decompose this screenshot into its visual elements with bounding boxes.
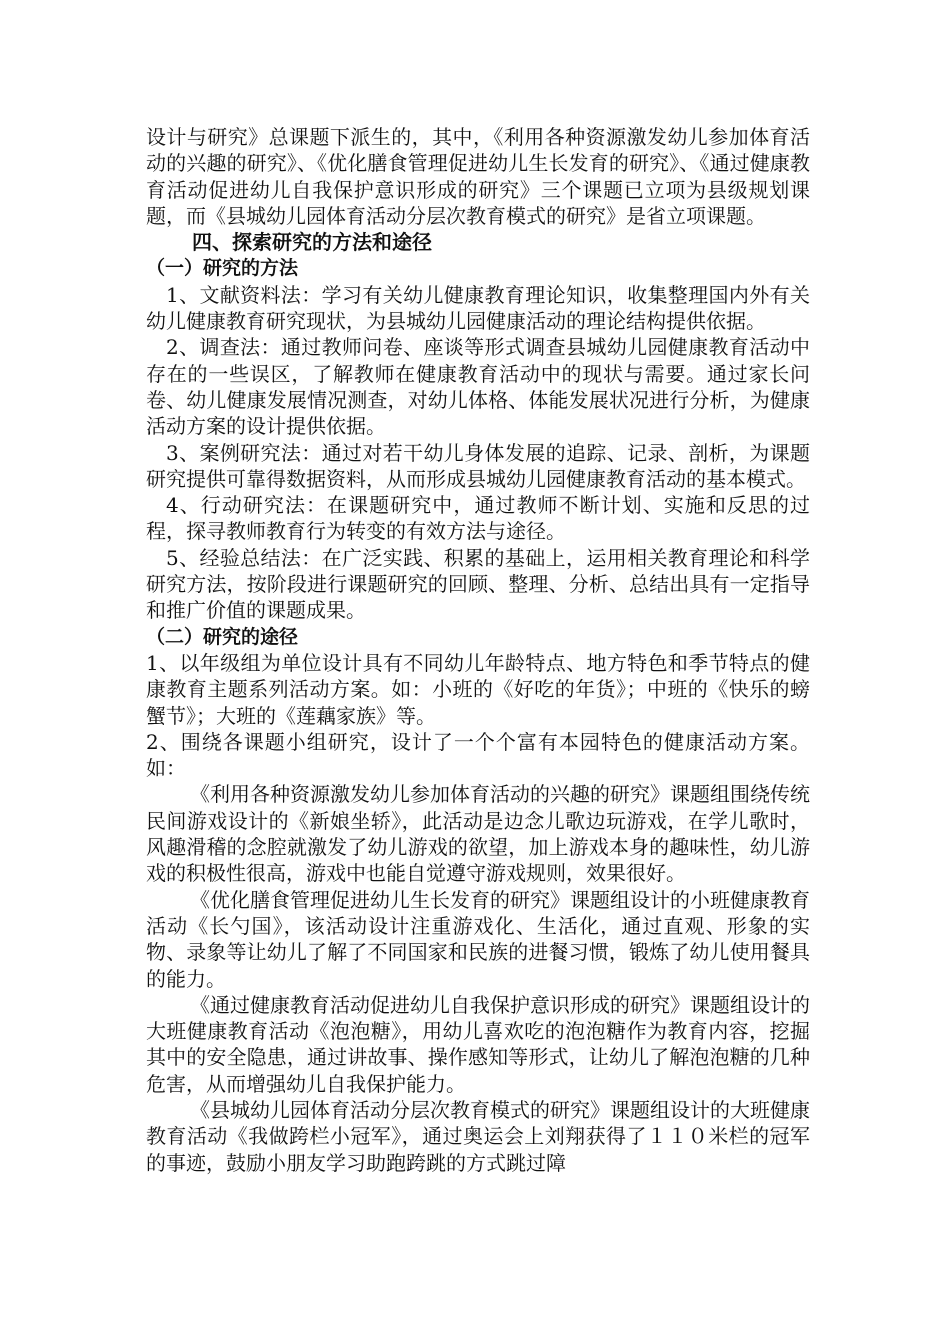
paragraph-example-self-protection: 《通过健康教育活动促进幼儿自我保护意识形成的研究》课题组设计的大班健康教育活动《泡泡糖》，用幼儿喜欢吃的泡泡糖作为教育内容，挖掘其中的安全隐患，通过讲故事、操作感知等形式，让幼儿了解泡泡糖的几种危害，从而增强幼儿自我保护能力。 (146, 992, 810, 1096)
paragraph-method-case-study: 3、案例研究法：通过对若干幼儿身体发展的追踪、记录、剖析，为课题研究提供可靠得数据资料，从而形成县城幼儿园健康教育活动的基本模式。 (146, 440, 810, 491)
paragraph-method-survey: 2、调查法：通过教师问卷、座谈等形式调查县城幼儿园健康教育活动中存在的一些误区，了解教师在健康教育活动中的现状与需要。通过家长问卷、幼儿健康发展情况测查，对幼儿体格、体能发展状况进行分析，为健康活动方案的设计提供依据。 (146, 335, 810, 439)
paragraph-method-literature: 1、文献资料法：学习有关幼儿健康教育理论知识，收集整理国内外有关幼儿健康教育研究现状，为县城幼儿园健康活动的理论结构提供依据。 (146, 282, 810, 334)
paragraph-path-grade-groups: 1、以年级组为单位设计具有不同幼儿年龄特点、地方特色和季节特点的健康教育主题系列活动方案。如：小班的《好吃的年货》；中班的《快乐的螃蟹节》；大班的《莲藕家族》等。 (146, 650, 810, 728)
paragraph-example-diet: 《优化膳食管理促进幼儿生长发育的研究》课题组设计的小班健康教育活动《长勺国》，该活动设计注重游戏化、生活化，通过直观、形象的实物、录象等让幼儿了解了不同国家和民族的进餐习惯，锻炼了幼儿使用餐具的能力。 (146, 887, 810, 991)
paragraph-method-action-research: 4、行动研究法：在课题研究中，通过教师不断计划、实施和反思的过程，探寻教师教育行为转变的有效方法与途径。 (146, 493, 810, 544)
paragraph-example-layered-sports: 《县城幼儿园体育活动分层次教育模式的研究》课题组设计的大班健康教育活动《我做跨栏小冠军》，通过奥运会上刘翔获得了１１０米栏的冠军的事迹，鼓励小朋友学习助跑跨跳的方式跳过障 (146, 1097, 810, 1175)
paragraph-intro: 设计与研究》总课题下派生的，其中，《利用各种资源激发幼儿参加体育活动的兴趣的研究》、《优化膳食管理促进幼儿生长发育的研究》、《通过健康教育活动促进幼儿自我保护意识形成的研究》三个课题已立项为县级规划课题，而《县城幼儿园体育活动分层次教育模式的研究》是省立项课题。 (146, 125, 810, 228)
paragraph-path-subgroups: 2、围绕各课题小组研究，设计了一个个富有本园特色的健康活动方案。如： (146, 729, 810, 781)
document-page (146, 124, 810, 1176)
paragraph-example-sports-interest: 《利用各种资源激发幼儿参加体育活动的兴趣的研究》课题组围绕传统民间游戏设计的《新娘坐轿》，此活动是边念儿歌边玩游戏，在学儿歌时，风趣滑稽的念腔就激发了幼儿游戏的欲望，加上游戏本身的趣味性，幼儿游戏的积极性很高，游戏中也能自觉遵守游戏规则，效果很好。 (146, 782, 810, 886)
subheading-research-paths: （二）研究的途径 (146, 625, 299, 648)
subheading-research-methods: （一）研究的方法 (146, 257, 299, 280)
section-heading-methods: 四、探索研究的方法和途径 (192, 230, 432, 255)
paragraph-method-experience: 5、经验总结法：在广泛实践、积累的基础上，运用相关教育理论和科学研究方法，按阶段进行课题研究的回顾、整理、分析、总结出具有一定指导和推广价值的课题成果。 (146, 545, 810, 623)
